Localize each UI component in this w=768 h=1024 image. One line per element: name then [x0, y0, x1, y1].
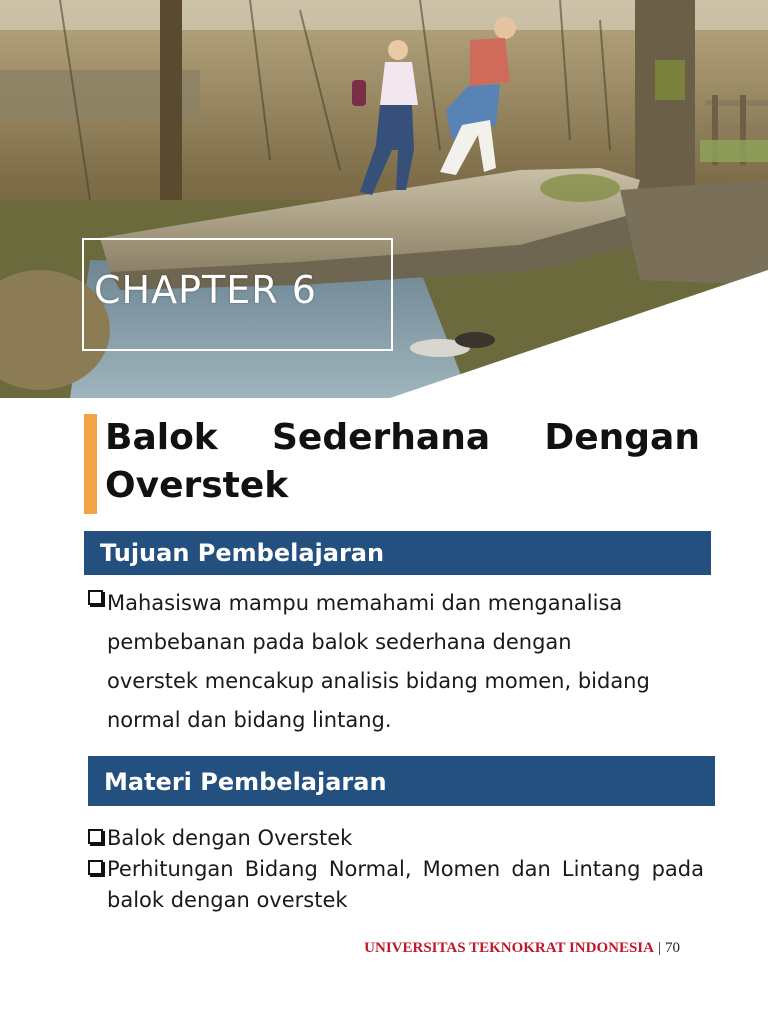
hero-photo — [0, 0, 768, 398]
page-title-line-2: Overstek — [105, 465, 289, 506]
tujuan-list — [88, 584, 668, 740]
footer-separator: | — [657, 940, 661, 956]
list-item-text: Mahasiswa mampu memahami dan menganalisa pembebanan pada balok sederhana dengan overstek mencakup analisis bidang momen, bidang normal dan bidang lintang. — [107, 591, 650, 732]
footer-university: UNIVERSITAS TEKNOKRAT INDONESIA — [364, 940, 654, 956]
title-accent-bar — [84, 414, 97, 514]
checkbox-bullet-icon — [88, 590, 103, 605]
title-word-3: Dengan — [544, 417, 700, 458]
section-header-tujuan: Tujuan Pembelajaran — [84, 531, 711, 575]
page-number: 70 — [665, 940, 680, 956]
page-title — [105, 414, 700, 510]
page-footer — [330, 938, 680, 958]
list-item — [88, 854, 704, 916]
checkbox-bullet-icon — [88, 829, 103, 844]
materi-list — [88, 823, 704, 916]
section-header-materi: Materi Pembelajaran — [88, 756, 715, 806]
list-item-text: Balok dengan Overstek — [107, 826, 353, 850]
list-item — [88, 584, 668, 740]
title-word-1: Balok — [105, 417, 218, 458]
checkbox-bullet-icon — [88, 860, 103, 875]
list-item — [88, 823, 704, 854]
page-title-line-1 — [105, 414, 700, 462]
chapter-label: CHAPTER 6 — [94, 268, 317, 312]
title-word-2: Sederhana — [271, 417, 491, 458]
list-item-text: Perhitungan Bidang Normal, Momen dan Lintang pada balok dengan overstek — [107, 857, 704, 912]
